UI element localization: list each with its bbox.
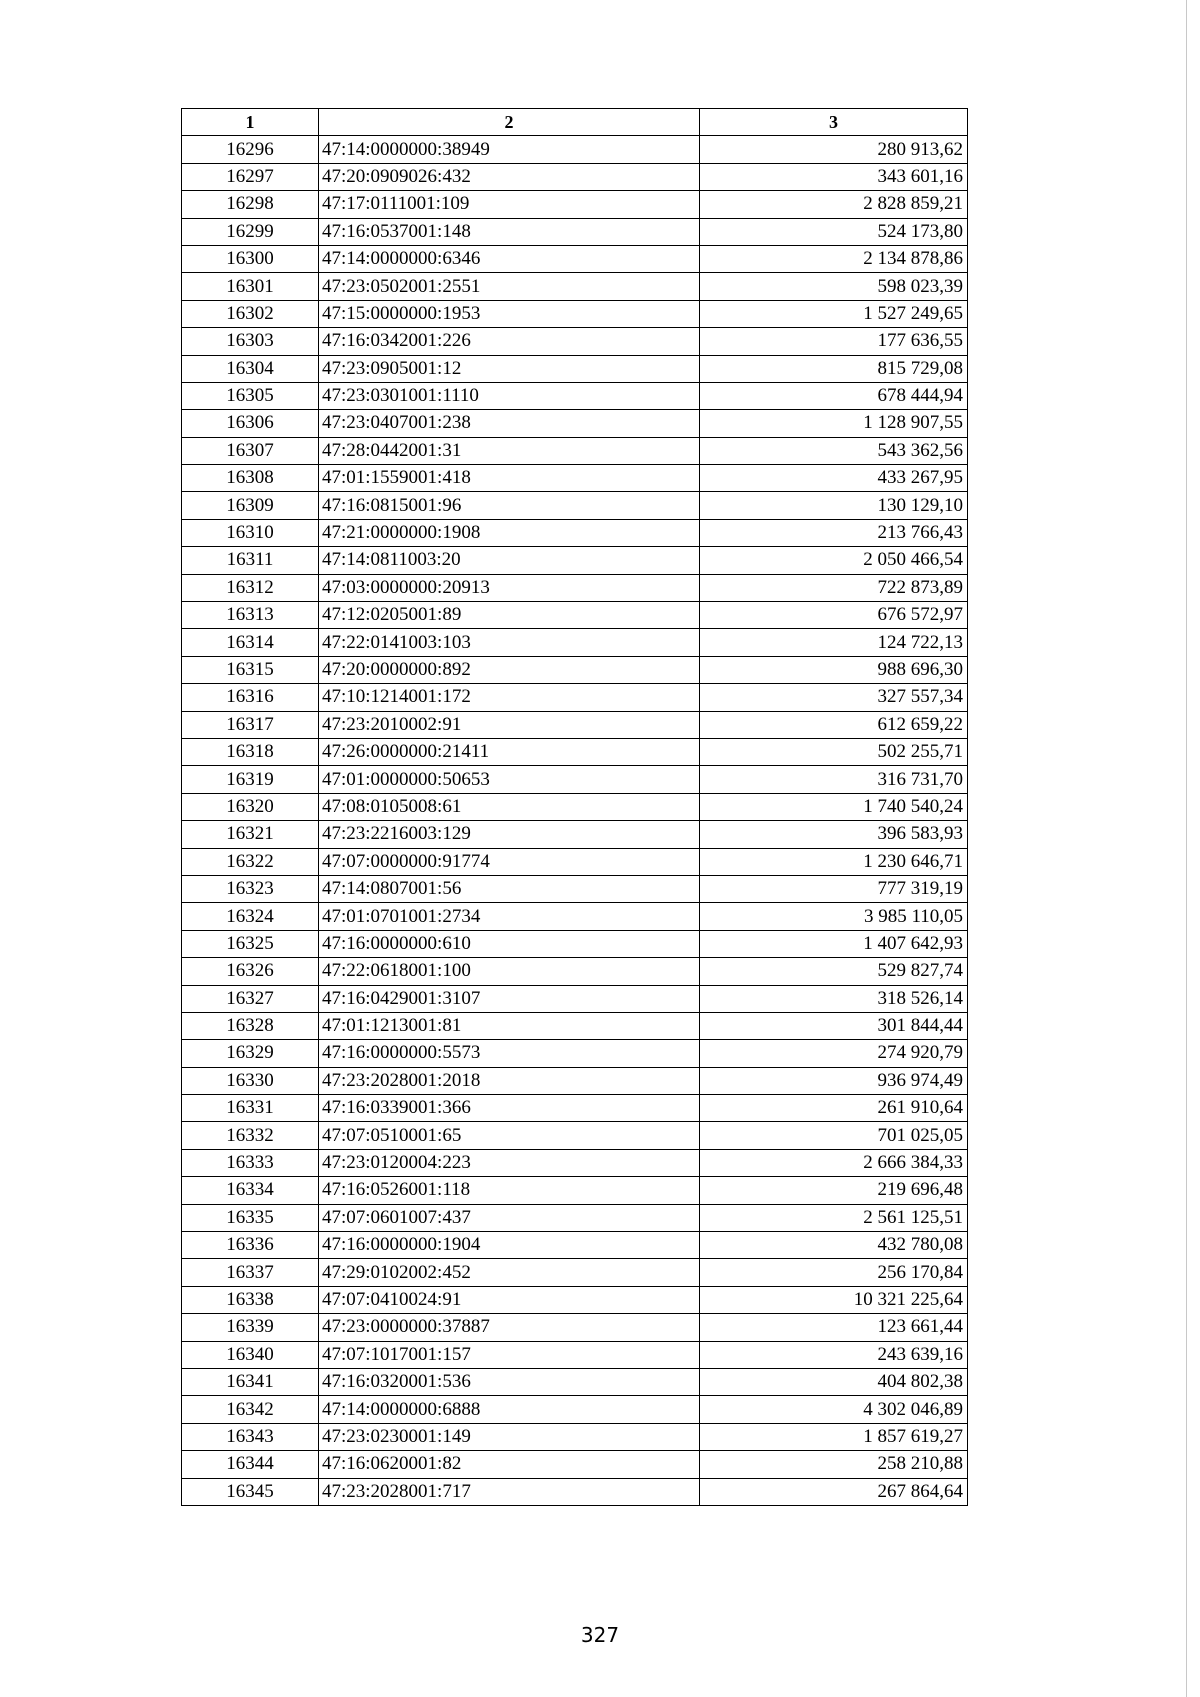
value-cell: 258 210,88: [700, 1451, 968, 1478]
row-number-cell: 16326: [182, 958, 319, 985]
cadastral-number-cell: 47:14:0807001:56: [319, 875, 700, 902]
cadastral-number-cell: 47:23:0502001:2551: [319, 273, 700, 300]
cadastral-number-cell: 47:23:2028001:717: [319, 1478, 700, 1505]
row-number-cell: 16335: [182, 1204, 319, 1231]
table-row: [182, 547, 968, 574]
value-cell: 1 128 907,55: [700, 410, 968, 437]
row-number-cell: 16321: [182, 821, 319, 848]
table-row: [182, 1232, 968, 1259]
row-number-cell: 16312: [182, 574, 319, 601]
cadastral-value-table: [181, 108, 968, 1506]
value-cell: 777 319,19: [700, 875, 968, 902]
value-cell: 124 722,13: [700, 629, 968, 656]
value-cell: 1 740 540,24: [700, 793, 968, 820]
table-row: [182, 465, 968, 492]
cadastral-number-cell: 47:07:0410024:91: [319, 1286, 700, 1313]
cadastral-number-cell: 47:01:1213001:81: [319, 1012, 700, 1039]
table-row: [182, 382, 968, 409]
value-cell: 4 302 046,89: [700, 1396, 968, 1423]
value-cell: 130 129,10: [700, 492, 968, 519]
table-row: [182, 684, 968, 711]
cadastral-number-cell: 47:20:0000000:892: [319, 656, 700, 683]
row-number-cell: 16342: [182, 1396, 319, 1423]
cadastral-number-cell: 47:16:0526001:118: [319, 1177, 700, 1204]
cadastral-number-cell: 47:07:1017001:157: [319, 1341, 700, 1368]
table-row: [182, 903, 968, 930]
cadastral-number-cell: 47:14:0000000:38949: [319, 136, 700, 163]
table-row: [182, 1040, 968, 1067]
row-number-cell: 16329: [182, 1040, 319, 1067]
value-cell: 327 557,34: [700, 684, 968, 711]
row-number-cell: 16330: [182, 1067, 319, 1094]
value-cell: 678 444,94: [700, 382, 968, 409]
table-row: [182, 492, 968, 519]
cadastral-number-cell: 47:03:0000000:20913: [319, 574, 700, 601]
cadastral-number-cell: 47:07:0000000:91774: [319, 848, 700, 875]
table-row: [182, 191, 968, 218]
table-row: [182, 1451, 968, 1478]
value-cell: 524 173,80: [700, 218, 968, 245]
cadastral-number-cell: 47:14:0811003:20: [319, 547, 700, 574]
cadastral-number-cell: 47:23:2010002:91: [319, 711, 700, 738]
row-number-cell: 16338: [182, 1286, 319, 1313]
row-number-cell: 16331: [182, 1095, 319, 1122]
value-cell: 343 601,16: [700, 163, 968, 190]
cadastral-number-cell: 47:07:0510001:65: [319, 1122, 700, 1149]
value-cell: 3 985 110,05: [700, 903, 968, 930]
row-number-cell: 16310: [182, 519, 319, 546]
cadastral-number-cell: 47:23:2028001:2018: [319, 1067, 700, 1094]
table-row: [182, 410, 968, 437]
cadastral-number-cell: 47:21:0000000:1908: [319, 519, 700, 546]
table-row: [182, 218, 968, 245]
cadastral-number-cell: 47:01:0000000:50653: [319, 766, 700, 793]
cadastral-number-cell: 47:12:0205001:89: [319, 602, 700, 629]
row-number-cell: 16308: [182, 465, 319, 492]
table-row: [182, 930, 968, 957]
cadastral-number-cell: 47:16:0000000:5573: [319, 1040, 700, 1067]
cadastral-number-cell: 47:22:0141003:103: [319, 629, 700, 656]
value-cell: 219 696,48: [700, 1177, 968, 1204]
row-number-cell: 16314: [182, 629, 319, 656]
cadastral-number-cell: 47:23:2216003:129: [319, 821, 700, 848]
column-header-1: 1: [182, 109, 319, 136]
row-number-cell: 16300: [182, 245, 319, 272]
row-number-cell: 16303: [182, 328, 319, 355]
table-row: [182, 136, 968, 163]
row-number-cell: 16339: [182, 1314, 319, 1341]
value-cell: 815 729,08: [700, 355, 968, 382]
table-row: [182, 1095, 968, 1122]
table-row: [182, 273, 968, 300]
row-number-cell: 16318: [182, 738, 319, 765]
table-row: [182, 738, 968, 765]
value-cell: 177 636,55: [700, 328, 968, 355]
table-row: [182, 574, 968, 601]
page-number: 327: [580, 1623, 620, 1647]
table-row: [182, 1478, 968, 1505]
table-row: [182, 1286, 968, 1313]
cadastral-number-cell: 47:23:0301001:1110: [319, 382, 700, 409]
row-number-cell: 16309: [182, 492, 319, 519]
row-number-cell: 16343: [182, 1423, 319, 1450]
cadastral-number-cell: 47:16:0815001:96: [319, 492, 700, 519]
row-number-cell: 16336: [182, 1232, 319, 1259]
value-cell: 612 659,22: [700, 711, 968, 738]
cadastral-number-cell: 47:22:0618001:100: [319, 958, 700, 985]
table-row: [182, 656, 968, 683]
table-row: [182, 958, 968, 985]
value-cell: 256 170,84: [700, 1259, 968, 1286]
value-cell: 432 780,08: [700, 1232, 968, 1259]
value-cell: 543 362,56: [700, 437, 968, 464]
page-right-edge: [1186, 0, 1187, 1697]
row-number-cell: 16319: [182, 766, 319, 793]
row-number-cell: 16305: [182, 382, 319, 409]
table-row: [182, 1149, 968, 1176]
row-number-cell: 16337: [182, 1259, 319, 1286]
row-number-cell: 16313: [182, 602, 319, 629]
table-row: [182, 711, 968, 738]
value-cell: 267 864,64: [700, 1478, 968, 1505]
row-number-cell: 16341: [182, 1368, 319, 1395]
value-cell: 433 267,95: [700, 465, 968, 492]
row-number-cell: 16304: [182, 355, 319, 382]
cadastral-number-cell: 47:16:0320001:536: [319, 1368, 700, 1395]
row-number-cell: 16311: [182, 547, 319, 574]
value-cell: 722 873,89: [700, 574, 968, 601]
value-cell: 2 561 125,51: [700, 1204, 968, 1231]
value-cell: 1 407 642,93: [700, 930, 968, 957]
row-number-cell: 16315: [182, 656, 319, 683]
value-cell: 396 583,93: [700, 821, 968, 848]
value-cell: 2 666 384,33: [700, 1149, 968, 1176]
value-cell: 316 731,70: [700, 766, 968, 793]
value-cell: 502 255,71: [700, 738, 968, 765]
row-number-cell: 16302: [182, 300, 319, 327]
row-number-cell: 16298: [182, 191, 319, 218]
cadastral-number-cell: 47:16:0429001:3107: [319, 985, 700, 1012]
table-row: [182, 245, 968, 272]
row-number-cell: 16306: [182, 410, 319, 437]
row-number-cell: 16299: [182, 218, 319, 245]
cadastral-number-cell: 47:28:0442001:31: [319, 437, 700, 464]
cadastral-number-cell: 47:16:0537001:148: [319, 218, 700, 245]
table-row: [182, 1259, 968, 1286]
cadastral-number-cell: 47:26:0000000:21411: [319, 738, 700, 765]
table-row: [182, 848, 968, 875]
row-number-cell: 16345: [182, 1478, 319, 1505]
cadastral-number-cell: 47:23:0407001:238: [319, 410, 700, 437]
row-number-cell: 16317: [182, 711, 319, 738]
value-cell: 404 802,38: [700, 1368, 968, 1395]
value-cell: 529 827,74: [700, 958, 968, 985]
row-number-cell: 16316: [182, 684, 319, 711]
row-number-cell: 16323: [182, 875, 319, 902]
value-cell: 280 913,62: [700, 136, 968, 163]
row-number-cell: 16297: [182, 163, 319, 190]
row-number-cell: 16328: [182, 1012, 319, 1039]
row-number-cell: 16334: [182, 1177, 319, 1204]
value-cell: 988 696,30: [700, 656, 968, 683]
table-row: [182, 1314, 968, 1341]
table-row: [182, 1341, 968, 1368]
value-cell: 301 844,44: [700, 1012, 968, 1039]
row-number-cell: 16296: [182, 136, 319, 163]
table-row: [182, 300, 968, 327]
cadastral-number-cell: 47:10:1214001:172: [319, 684, 700, 711]
value-cell: 261 910,64: [700, 1095, 968, 1122]
value-cell: 676 572,97: [700, 602, 968, 629]
row-number-cell: 16324: [182, 903, 319, 930]
cadastral-number-cell: 47:16:0342001:226: [319, 328, 700, 355]
table-row: [182, 1177, 968, 1204]
value-cell: 123 661,44: [700, 1314, 968, 1341]
cadastral-number-cell: 47:23:0120004:223: [319, 1149, 700, 1176]
table-row: [182, 875, 968, 902]
column-header-2: 2: [319, 109, 700, 136]
value-cell: 2 134 878,86: [700, 245, 968, 272]
row-number-cell: 16301: [182, 273, 319, 300]
value-cell: 213 766,43: [700, 519, 968, 546]
value-cell: 2 828 859,21: [700, 191, 968, 218]
table-row: [182, 355, 968, 382]
cadastral-number-cell: 47:14:0000000:6888: [319, 1396, 700, 1423]
table-row: [182, 437, 968, 464]
value-cell: 1 857 619,27: [700, 1423, 968, 1450]
cadastral-number-cell: 47:23:0000000:37887: [319, 1314, 700, 1341]
cadastral-number-cell: 47:23:0230001:149: [319, 1423, 700, 1450]
table-row: [182, 519, 968, 546]
cadastral-number-cell: 47:16:0000000:1904: [319, 1232, 700, 1259]
value-cell: 318 526,14: [700, 985, 968, 1012]
value-cell: 936 974,49: [700, 1067, 968, 1094]
row-number-cell: 16307: [182, 437, 319, 464]
table-body: [182, 136, 968, 1506]
table-row: [182, 985, 968, 1012]
row-number-cell: 16325: [182, 930, 319, 957]
cadastral-number-cell: 47:16:0620001:82: [319, 1451, 700, 1478]
table-header-row: [182, 109, 968, 136]
column-header-3: 3: [700, 109, 968, 136]
value-cell: 1 527 249,65: [700, 300, 968, 327]
table-row: [182, 629, 968, 656]
table-row: [182, 163, 968, 190]
value-cell: 2 050 466,54: [700, 547, 968, 574]
table-row: [182, 793, 968, 820]
cadastral-number-cell: 47:29:0102002:452: [319, 1259, 700, 1286]
cadastral-number-cell: 47:20:0909026:432: [319, 163, 700, 190]
cadastral-number-cell: 47:01:0701001:2734: [319, 903, 700, 930]
table-row: [182, 1368, 968, 1395]
cadastral-number-cell: 47:23:0905001:12: [319, 355, 700, 382]
cadastral-number-cell: 47:08:0105008:61: [319, 793, 700, 820]
cadastral-number-cell: 47:07:0601007:437: [319, 1204, 700, 1231]
row-number-cell: 16327: [182, 985, 319, 1012]
cadastral-number-cell: 47:15:0000000:1953: [319, 300, 700, 327]
value-cell: 10 321 225,64: [700, 1286, 968, 1313]
value-cell: 598 023,39: [700, 273, 968, 300]
cadastral-number-cell: 47:16:0339001:366: [319, 1095, 700, 1122]
table-row: [182, 1122, 968, 1149]
row-number-cell: 16332: [182, 1122, 319, 1149]
table-row: [182, 602, 968, 629]
row-number-cell: 16320: [182, 793, 319, 820]
row-number-cell: 16322: [182, 848, 319, 875]
cadastral-number-cell: 47:16:0000000:610: [319, 930, 700, 957]
row-number-cell: 16344: [182, 1451, 319, 1478]
value-cell: 274 920,79: [700, 1040, 968, 1067]
table-row: [182, 766, 968, 793]
table-row: [182, 1396, 968, 1423]
table-row: [182, 1012, 968, 1039]
table-row: [182, 328, 968, 355]
table-row: [182, 821, 968, 848]
cadastral-number-cell: 47:14:0000000:6346: [319, 245, 700, 272]
row-number-cell: 16333: [182, 1149, 319, 1176]
table-row: [182, 1204, 968, 1231]
value-cell: 701 025,05: [700, 1122, 968, 1149]
row-number-cell: 16340: [182, 1341, 319, 1368]
value-cell: 1 230 646,71: [700, 848, 968, 875]
cadastral-number-cell: 47:17:0111001:109: [319, 191, 700, 218]
value-cell: 243 639,16: [700, 1341, 968, 1368]
cadastral-number-cell: 47:01:1559001:418: [319, 465, 700, 492]
table-row: [182, 1423, 968, 1450]
table-row: [182, 1067, 968, 1094]
